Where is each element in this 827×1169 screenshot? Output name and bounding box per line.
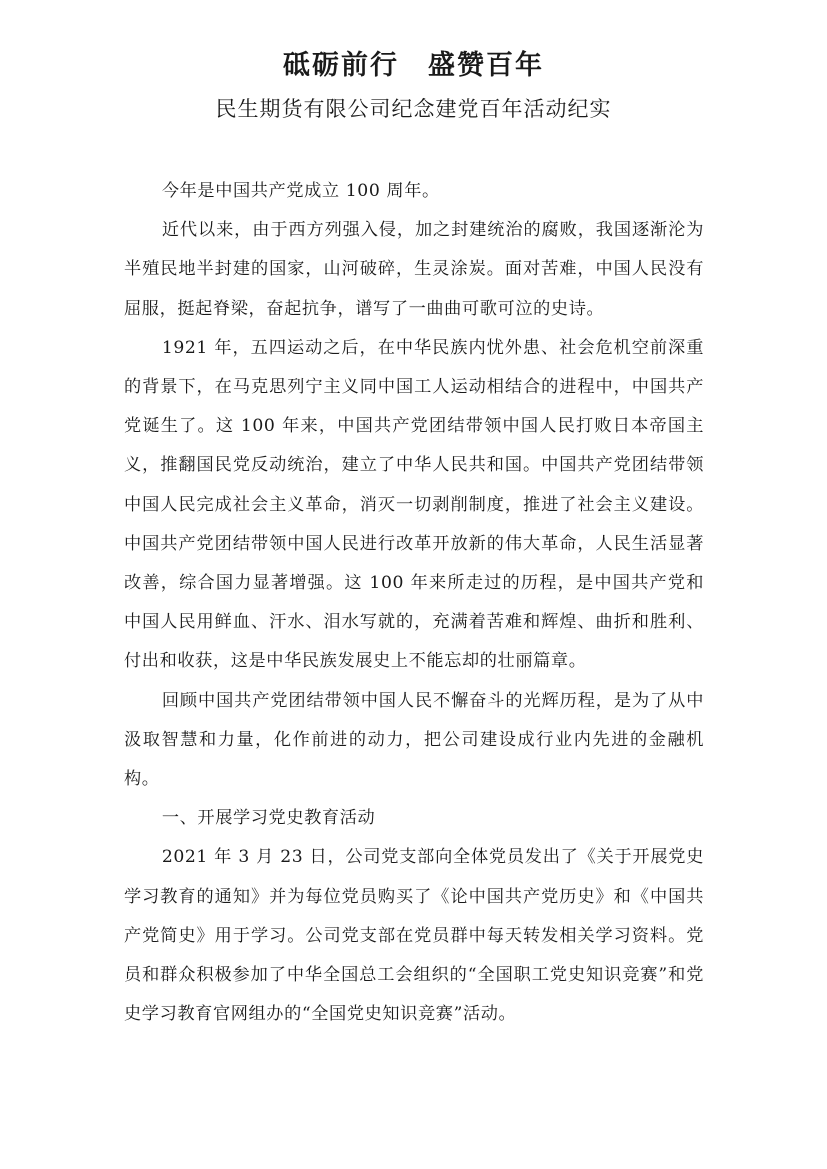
paragraph-intro: 今年是中国共产党成立 100 周年。 [161, 181, 440, 201]
paragraph-study-activities: 2021 年 3 月 23 日，公司党支部向全体党员发出了《关于开展党史学习教育的通知》并为每位党员购买了《论中国共产党历史》和《中国共产党简史》用于学习。公司党支部在党员群中每天转发相关学习资料。党员和群众积极参加了中华全国总工会组织的“全国职工党史知识竞赛”和党史学习教育官网组办的“全国党史知识竞赛”活动。 [124, 847, 704, 1025]
section-heading-1: 一、开展学习党史教育活动 [161, 808, 376, 829]
document-body [124, 172, 704, 1034]
paragraph-modern-history: 近代以来，由于西方列强入侵，加之封建统治的腐败，我国逐渐沦为半殖民地半封建的国家，山河破碎，生灵涂炭。面对苦难，中国人民没有屈服，挺起脊梁，奋起抗争，谱写了一曲曲可歌可泣的史诗。 [124, 220, 704, 319]
paragraph-review: 回顾中国共产党团结带领中国人民不懈奋斗的光辉历程，是为了从中汲取智慧和力量，化作前进的动力，把公司建设成行业内先进的金融机构。 [124, 690, 704, 790]
document-title: 砥砺前行 盛赞百年 [283, 50, 544, 81]
document-subtitle: 民生期货有限公司纪念建党百年活动纪实 [215, 97, 612, 121]
paragraph-party-founding: 1921 年，五四运动之后，在中华民族内忧外患、社会危机空前深重的背景下，在马克思列宁主义同中国工人运动相结合的进程中，中国共产党诞生了。这 100 年来，中国共产党团结带领中国人民打败日本帝国主义，推翻国民党反动统治，建立了中华人民共和国。中国共产党团结带领中国人民完成社会主义革命，消灭一切剥削制度，推进了社会主义建设。中国共产党团结带领中国人民进行改革开放新的伟大革命，人民生活显著改善，综合国力显著增强。这 100 年来所走过的历程，是中国共产党和中国人民用鲜血、汗水、泪水写就的，充满着苦难和辉煌、曲折和胜利、付出和收获，这是中华民族发展史上不能忘却的壮丽篇章。 [124, 337, 704, 672]
